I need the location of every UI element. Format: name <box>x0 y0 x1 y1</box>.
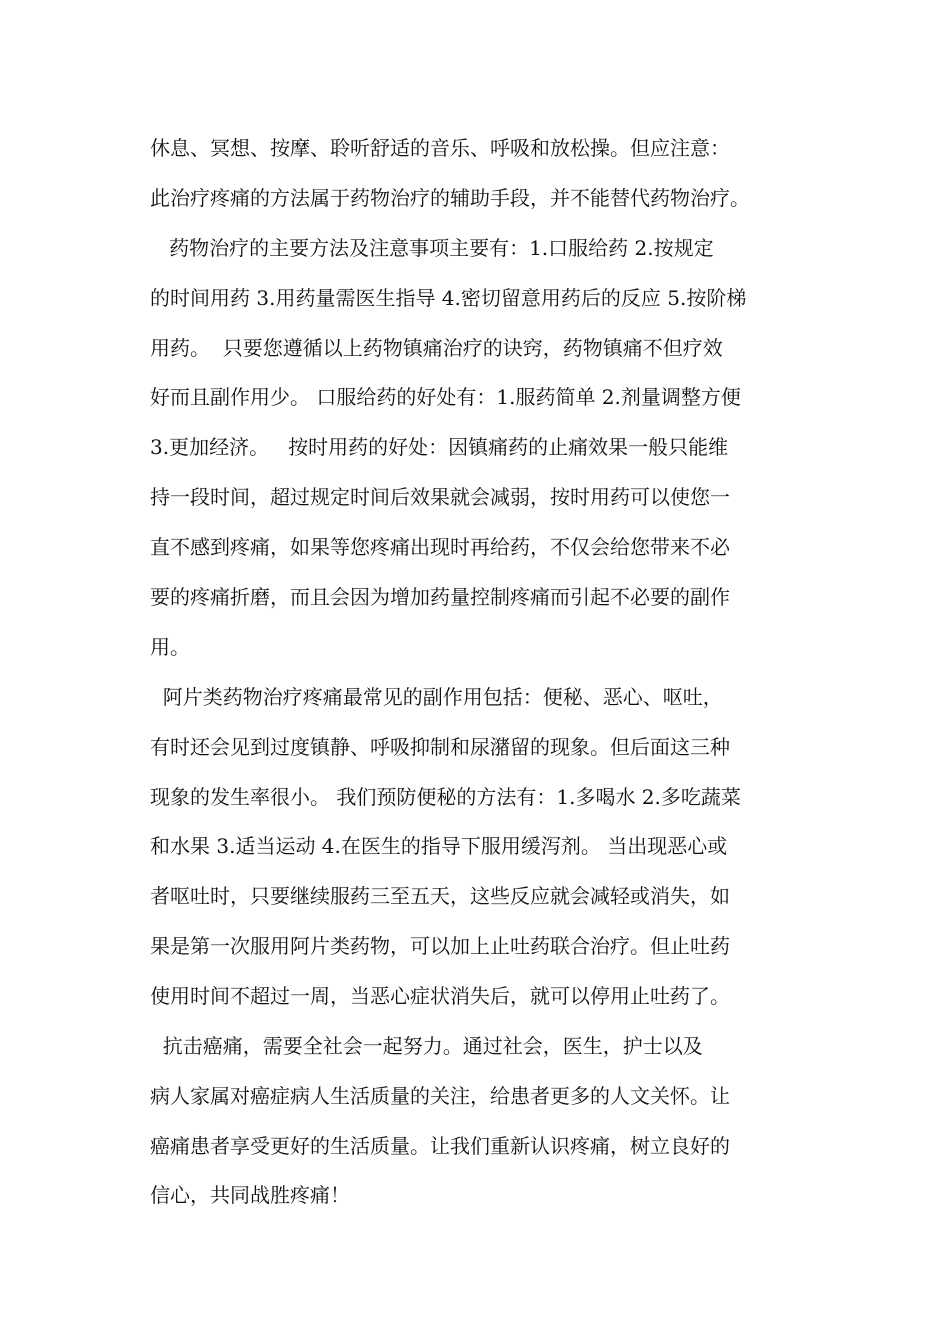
text-line-12: 阿片类药物治疗疼痛最常见的副作用包括：便秘、恶心、呕吐， <box>150 685 723 709</box>
text-line-5: 用药。 只要您遵循以上药物镇痛治疗的诀窍，药物镇痛不但疗效 <box>150 336 723 360</box>
text-line-7: 3.更加经济。 按时用药的好处：因镇痛药的止痛效果一般只能维 <box>150 435 729 459</box>
text-line-4: 的时间用药 3.用药量需医生指导 4.密切留意用药后的反应 5.按阶梯 <box>150 286 747 310</box>
text-line-13: 有时还会见到过度镇静、呼吸抑制和尿潴留的现象。但后面这三种 <box>150 735 730 759</box>
text-line-9: 直不感到疼痛，如果等您疼痛出现时再给药，不仅会给您带来不必 <box>150 535 730 559</box>
text-line-14: 现象的发生率很小。 我们预防便秘的方法有：1.多喝水 2.多吃蔬菜 <box>150 785 741 809</box>
text-line-18: 使用时间不超过一周，当恶心症状消失后，就可以停用止吐药了。 <box>150 984 730 1008</box>
text-line-20: 病人家属对癌症病人生活质量的关注，给患者更多的人文关怀。让 <box>150 1084 730 1108</box>
text-line-2: 此治疗疼痛的方法属于药物治疗的辅助手段，并不能替代药物治疗。 <box>150 186 750 210</box>
text-line-1: 休息、冥想、按摩、聆听舒适的音乐、呼吸和放松操。但应注意： <box>150 136 730 160</box>
text-line-10: 要的疼痛折磨，而且会因为增加药量控制疼痛而引起不必要的副作 <box>150 585 730 609</box>
text-line-3: 药物治疗的主要方法及注意事项主要有：1.口服给药 2.按规定 <box>150 236 714 260</box>
text-line-21: 癌痛患者享受更好的生活质量。让我们重新认识疼痛，树立良好的 <box>150 1134 730 1158</box>
text-line-22: 信心，共同战胜疼痛！ <box>150 1183 350 1207</box>
text-line-17: 果是第一次服用阿片类药物，可以加上止吐药联合治疗。但止吐药 <box>150 934 730 958</box>
text-line-11: 用。 <box>150 635 190 659</box>
text-line-19: 抗击癌痛，需要全社会一起努力。通过社会，医生，护士以及 <box>150 1034 703 1058</box>
text-line-8: 持一段时间，超过规定时间后效果就会减弱，按时用药可以使您一 <box>150 485 730 509</box>
text-line-16: 者呕吐时，只要继续服药三至五天，这些反应就会减轻或消失，如 <box>150 884 730 908</box>
text-line-6: 好而且副作用少。 口服给药的好处有：1.服药简单 2.剂量调整方便 <box>150 385 741 409</box>
text-line-15: 和水果 3.适当运动 4.在医生的指导下服用缓泻剂。 当出现恶心或 <box>150 834 728 858</box>
